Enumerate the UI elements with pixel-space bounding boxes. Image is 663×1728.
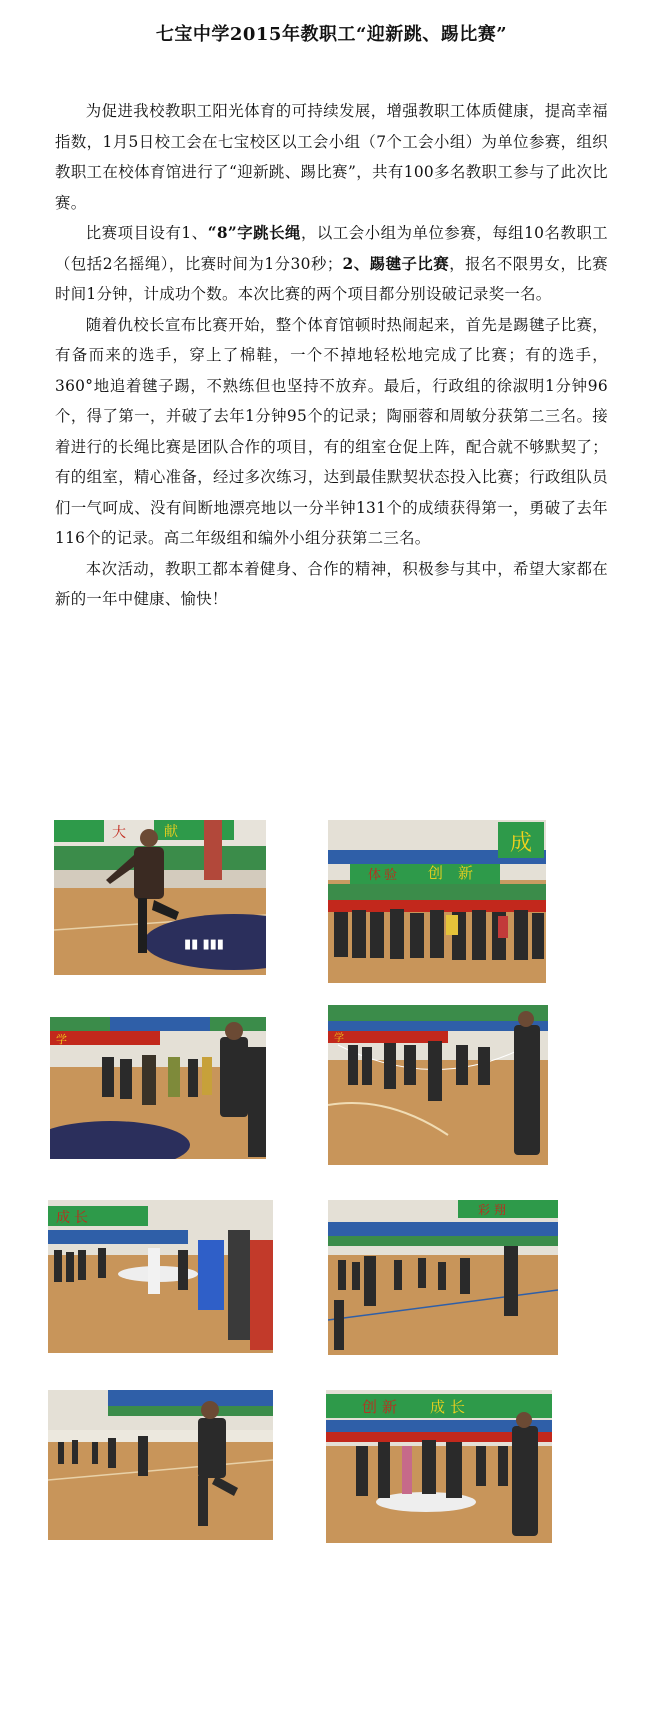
photo-rope-team <box>326 1390 552 1543</box>
banner-text-2e: 成 <box>510 831 533 856</box>
paragraph-results: 随着仇校长宣布比赛开始，整个体育馆顿时热闹起来，首先是踢毽子比赛，有备而来的选手，穿上了棉鞋，一个不掉地轻松地完成了比赛；有的选手，360°地追着毽子踢，不熟练但也坚持不放弃。最后，行政组的徐淑明1分钟96个，得了第一，并破了去年1分钟95个的记录；陶丽蓉和周敏分获第二三名。接着进行的长绳比赛是团队合作的项目，有的组室仓促上阵，配合就不够默契了；有的组室，精心准备，经过多次练习，达到最佳默契状态投入比赛；行政组队员们一气呵成、没有间断地漂亮地以一分半钟131个的成绩获得第一，勇破了去年116个的记录。高二年级组和编外小组分获第二三名。 <box>55 315 608 547</box>
banner-text-5b: 长 <box>74 1210 88 1226</box>
event-shuttlecock: 2、踢毽子比赛 <box>342 254 450 273</box>
photo-shuttlecock-kicker <box>54 820 266 975</box>
banner-text-5a: 成 <box>56 1210 70 1226</box>
event-long-rope: “8”字跳长绳 <box>207 224 301 242</box>
paragraph-intro: 为促进我校教职工阳光体育的可持续发展，增强教职工体质健康，提高幸福指数，1月5日校工会在七宝校区以工会小组（7个工会小组）为单位参赛，组织教职工在校体育馆进行了“迎新跳、踢比赛”，共有100多名教职工参与了此次比赛。 <box>55 102 608 212</box>
article-title: 七宝中学2015年教职工“迎新跳、踢比赛” <box>155 24 508 45</box>
banner-text-8c: 成 <box>430 1398 446 1416</box>
banner-text-2a: 体 <box>368 868 382 883</box>
events-text-a: 比赛项目设有1、 <box>85 224 208 242</box>
svg-text:▮▮ ▮▮▮: ▮▮ ▮▮▮ <box>184 937 224 952</box>
banner-text-6a: 彩 <box>478 1203 491 1217</box>
paragraph-closing: 本次活动，教职工都本着健身、合作的精神，积极参与其中，希望大家都在新的一年中健康、愉快！ <box>55 559 608 608</box>
photo-shuttlecock-women <box>48 1200 273 1353</box>
banner-text-8a: 创 <box>362 1398 378 1416</box>
photo-man-kicking <box>48 1390 273 1540</box>
photo-crowd-watching <box>50 1017 266 1159</box>
banner-text-2c: 创 <box>428 864 444 882</box>
banner-text-2b: 验 <box>384 868 398 883</box>
article-body <box>55 96 608 615</box>
banner-text-4a: 学 <box>334 1033 344 1044</box>
photo-hall-wide <box>328 1200 558 1355</box>
banner-text-3a: 学 <box>56 1033 67 1046</box>
banner-text-6b: 翔 <box>494 1203 507 1217</box>
banner-text-2d: 新 <box>458 864 474 882</box>
banner-text-8b: 新 <box>382 1398 398 1416</box>
banner-text-8d: 长 <box>450 1398 466 1416</box>
events-text-c: ，以工会小组为单位参赛，每组10名教职工（包括2名摇绳），比赛时间为1分30秒； <box>55 224 608 273</box>
banner-text-1b: 献 <box>164 824 178 840</box>
paragraph-events <box>55 218 608 310</box>
events-text-e: ，报名不限男女，比赛时间1分钟，计成功个数。本次比赛的两个项目都分别设破记录奖一名。 <box>55 254 609 303</box>
photo-rope-jump <box>328 1005 548 1165</box>
banner-text-1a: 大 <box>112 825 126 841</box>
photo-group-line <box>328 820 546 983</box>
